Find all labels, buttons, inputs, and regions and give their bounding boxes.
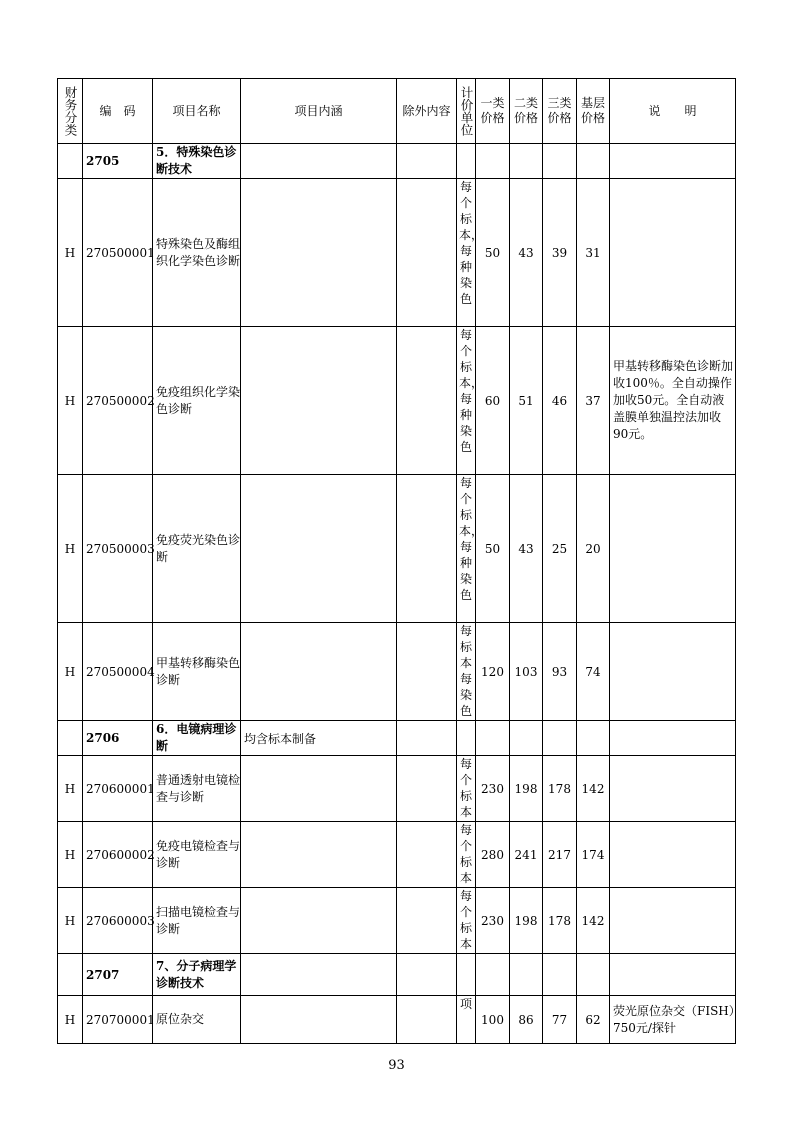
excluded-cell [397,822,457,888]
header-price-1: 一类价格 [476,79,510,144]
price-4-cell [577,144,610,179]
content-cell [241,623,397,721]
header-price-3: 三类价格 [543,79,577,144]
content-cell [241,756,397,822]
code-cell: 270500003 [83,475,153,623]
price-4-cell: 62 [577,996,610,1044]
content-cell [241,144,397,179]
price-3-cell: 39 [543,179,577,327]
table-row [58,996,736,1044]
category-cell [58,721,83,756]
category-cell: H [58,822,83,888]
price-1-cell: 100 [476,996,510,1044]
price-1-cell: 280 [476,822,510,888]
unit-text: 每标本每染色 [459,624,472,718]
item-name-cell: 特殊染色及酶组织化学染色诊断 [153,179,241,327]
item-name-cell: 免疫组织化学染色诊断 [153,327,241,475]
price-3-cell: 25 [543,475,577,623]
price-2-cell: 43 [510,475,543,623]
code-cell: 270500002 [83,327,153,475]
code-cell: 270700001 [83,996,153,1044]
price-4-cell [577,954,610,996]
content-cell [241,996,397,1044]
code-cell: 270600003 [83,888,153,954]
unit-cell [457,888,476,954]
note-cell [610,888,736,954]
code-cell: 2705 [83,144,153,179]
price-4-cell: 174 [577,822,610,888]
header-unit: 计价单位 [457,79,476,144]
unit-cell [457,144,476,179]
content-cell [241,954,397,996]
item-name-cell: 扫描电镜检查与诊断 [153,888,241,954]
price-4-cell: 142 [577,888,610,954]
price-4-cell: 142 [577,756,610,822]
table-row [58,179,736,327]
header-code: 编 码 [83,79,153,144]
price-3-cell: 178 [543,756,577,822]
note-cell [610,623,736,721]
price-1-cell: 230 [476,888,510,954]
content-cell [241,475,397,623]
price-3-cell: 178 [543,888,577,954]
unit-cell [457,327,484,475]
item-name-cell: 6．电镜病理诊断 [153,721,241,756]
unit-text: 每个标本 [459,757,472,819]
category-cell [58,144,83,179]
table-row [58,822,736,888]
category-cell: H [58,179,83,327]
content-cell [241,179,397,327]
price-3-cell: 93 [543,623,577,721]
excluded-cell [397,144,457,179]
price-2-cell: 43 [510,179,543,327]
unit-text: 每个标本，每种染色 [459,328,484,454]
price-1-cell: 50 [476,475,510,623]
price-3-cell: 46 [543,327,577,475]
category-cell: H [58,996,83,1044]
header-name: 项目名称 [153,79,241,144]
unit-cell [457,179,484,327]
code-cell: 270600001 [83,756,153,822]
price-4-cell: 74 [577,623,610,721]
price-4-cell: 20 [577,475,610,623]
price-1-cell: 230 [476,756,510,822]
note-cell [610,179,736,327]
header-category: 财务分类 [58,79,83,144]
table-row [58,888,736,954]
note-cell [610,954,736,996]
note-cell [610,475,736,623]
note-cell [610,822,736,888]
note-cell [610,721,736,756]
unit-cell [457,822,476,888]
item-name-cell: 免疫电镜检查与诊断 [153,822,241,888]
price-3-cell: 217 [543,822,577,888]
table-row [58,475,736,623]
price-4-cell [577,721,610,756]
excluded-cell [397,475,457,623]
category-cell [58,954,83,996]
code-cell: 270500004 [83,623,153,721]
note-cell: 甲基转移酶染色诊断加收100％。全自动操作加收50元。全自动液盖膜单独温控法加收90元。 [610,327,736,475]
unit-text: 每个标本，每种染色 [459,476,484,602]
category-cell: H [58,756,83,822]
price-3-cell [543,144,577,179]
category-cell: H [58,623,83,721]
price-2-cell: 198 [510,888,543,954]
price-2-cell [510,144,543,179]
code-cell: 2707 [83,954,153,996]
table-row [58,623,736,721]
price-4-cell: 37 [577,327,610,475]
price-2-cell [510,721,543,756]
category-cell: H [58,888,83,954]
excluded-cell [397,996,457,1044]
item-name-cell: 5．特殊染色诊断技术 [153,144,241,179]
price-3-cell: 77 [543,996,577,1044]
header-excluded: 除外内容 [397,79,457,144]
content-cell: 均含标本制备 [241,721,397,756]
price-1-cell [476,144,510,179]
excluded-cell [397,623,457,721]
price-4-cell: 31 [577,179,610,327]
price-2-cell: 51 [510,327,543,475]
content-cell [241,888,397,954]
content-cell [241,327,397,475]
unit-cell [457,475,484,623]
excluded-cell [397,954,457,996]
unit-cell [457,721,476,756]
excluded-cell [397,888,457,954]
section-row [58,954,736,996]
content-cell [241,822,397,888]
category-cell: H [58,475,83,623]
header-content: 项目内涵 [241,79,397,144]
unit-cell [457,954,476,996]
item-name-cell: 普通透射电镜检查与诊断 [153,756,241,822]
price-3-cell [543,721,577,756]
price-2-cell: 86 [510,996,543,1044]
header-price-4: 基层价格 [577,79,610,144]
price-1-cell: 50 [476,179,510,327]
category-cell: H [58,327,83,475]
price-3-cell [543,954,577,996]
price-1-cell [476,721,510,756]
unit-text: 每个标本 [459,823,472,885]
header-note: 说 明 [610,79,736,144]
table-row [58,327,736,475]
excluded-cell [397,179,457,327]
header-price-2: 二类价格 [510,79,543,144]
unit-text: 每个标本，每种染色 [459,180,484,306]
price-2-cell: 103 [510,623,543,721]
price-2-cell: 241 [510,822,543,888]
code-cell: 2706 [83,721,153,756]
unit-cell [457,623,476,721]
unit-cell [457,756,476,822]
unit-text: 项 [459,997,472,1011]
price-table [57,78,736,1044]
header-row [58,79,736,144]
table-row [58,756,736,822]
note-cell [610,144,736,179]
note-cell: 荧光原位杂交（FISH）750元/探针 [610,996,736,1044]
unit-cell [457,996,476,1044]
price-2-cell [510,954,543,996]
section-row [58,144,736,179]
excluded-cell [397,721,457,756]
price-1-cell: 120 [476,623,510,721]
item-name-cell: 免疫荧光染色诊断 [153,475,241,623]
item-name-cell: 甲基转移酶染色诊断 [153,623,241,721]
price-2-cell: 198 [510,756,543,822]
price-1-cell: 60 [476,327,510,475]
section-row [58,721,736,756]
item-name-cell: 原位杂交 [153,996,241,1044]
unit-text: 每个标本 [459,889,472,951]
price-1-cell [476,954,510,996]
page-number: 93 [388,1058,405,1073]
item-name-cell: 7、分子病理学诊断技术 [153,954,241,996]
note-cell [610,756,736,822]
excluded-cell [397,756,457,822]
code-cell: 270600002 [83,822,153,888]
excluded-cell [397,327,457,475]
code-cell: 270500001 [83,179,153,327]
